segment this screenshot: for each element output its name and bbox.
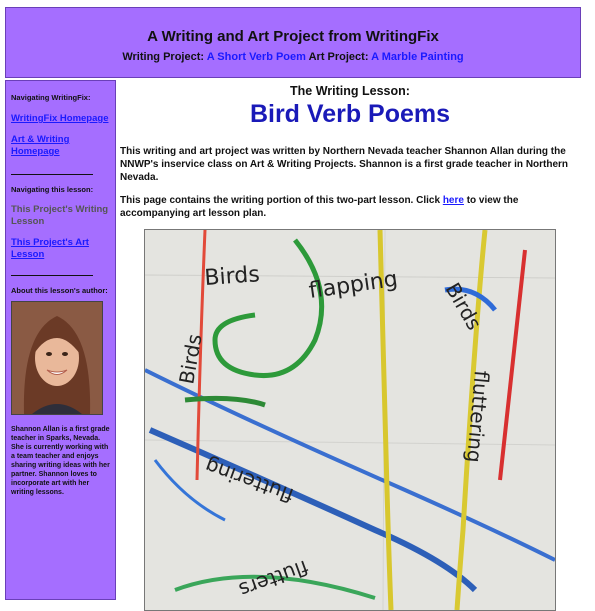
lesson-paragraph-text-end: to view the accompanying art lesson plan. [120, 195, 519, 219]
art-project-label: Art Project: [308, 51, 369, 63]
author-heading: About this lesson's author: [11, 286, 108, 295]
artwork-word: flutters [235, 555, 312, 603]
intro-paragraph: This writing and art project was written by Northern Nevada teacher Shannon Allan during the NNWP's inservice class on Art & Writing Projects. Shannon is a first grade teacher in Northern Nevada. [120, 146, 569, 183]
divider [11, 174, 93, 175]
divider [11, 275, 93, 276]
writing-project-value: A Short Verb Poem [206, 51, 306, 63]
artwork-word: Birds [203, 262, 261, 291]
artwork-word: flapping [307, 266, 400, 304]
artwork-word: fluttering [461, 369, 494, 464]
project-subtitle [6, 51, 580, 63]
writingfix-home-link[interactable]: WritingFix Homepage [11, 113, 109, 124]
current-writing-lesson: This Project's Writing Lesson [11, 204, 109, 227]
author-portrait-image [12, 302, 102, 414]
art-writing-home-link[interactable]: Art & Writing Homepage [11, 134, 70, 157]
nav-heading: Navigating WritingFix: [11, 93, 91, 102]
main-content [120, 80, 580, 603]
marble-painting-image [144, 229, 556, 611]
artwork-word: fluttering [201, 453, 297, 508]
lesson-paragraph [120, 194, 580, 220]
art-lesson-here-link[interactable]: here [442, 195, 464, 206]
sidebar [5, 80, 116, 600]
author-bio: Shannon Allan is a first grade teacher in Sparks, Nevada. She is currently working with a team teacher and enjoys sharing writing ideas with her partner. Shannon loves to incorporate art with her writing lessons. [11, 426, 110, 496]
art-lesson-link[interactable]: This Project's Art Lesson [11, 237, 89, 260]
site-title: A Writing and Art Project from WritingFix [147, 28, 439, 45]
author-photo [11, 301, 103, 415]
artwork-word: Birds [440, 278, 487, 335]
art-project-value: A Marble Painting [371, 51, 464, 63]
lesson-title: Bird Verb Poems [249, 100, 451, 128]
artwork-word: Birds [174, 332, 207, 386]
writing-project-label: Writing Project: [122, 51, 205, 63]
lesson-paragraph-text: This page contains the writing portion of this two-part lesson. Click [120, 195, 443, 206]
lesson-nav-heading: Navigating this lesson: [11, 185, 94, 194]
lesson-label: The Writing Lesson: [290, 84, 410, 98]
page-header [5, 7, 581, 78]
marble-painting-artwork [145, 230, 555, 610]
